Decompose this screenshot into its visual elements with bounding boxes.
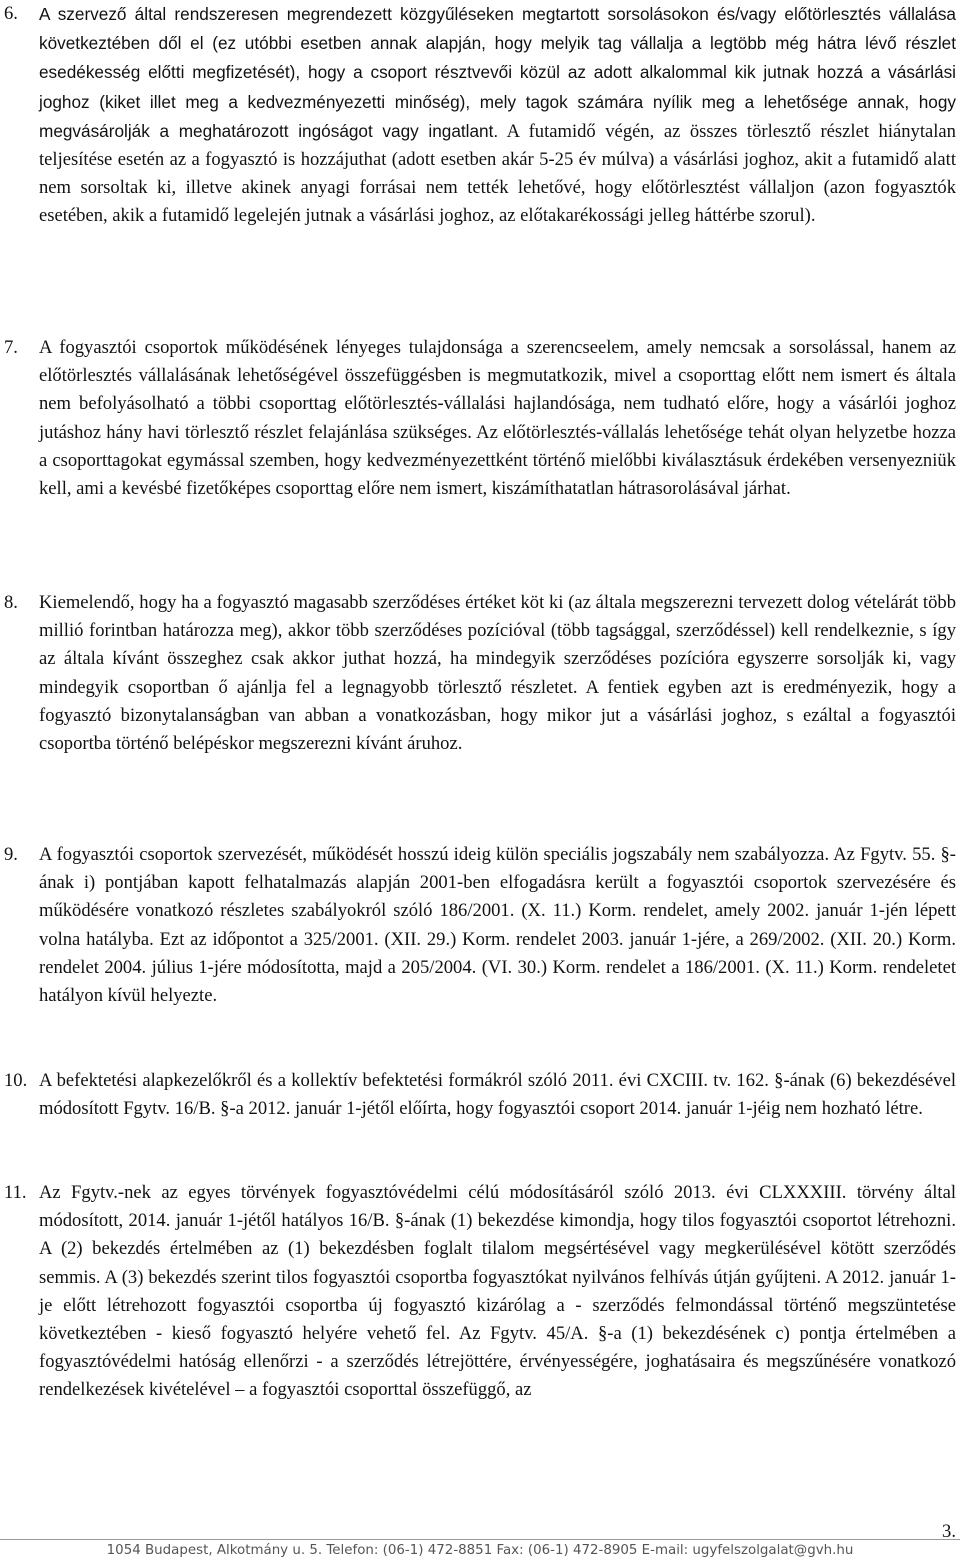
paragraph-text — [39, 1067, 956, 1123]
paragraph-text — [39, 0, 956, 231]
paragraph-text — [39, 1179, 956, 1405]
paragraph-text-part: A szervező által rendszeresen megrendezett közgyűléseken megtartott sorsolásokon és/vagy előtörlesztés vállalása következtében dől el (ez utóbbi esetben annak alapján, hogy melyik tag vállalja a legtöbb még hátra lévő részlet esedékesség előtti megfizetését), hogy a csoport résztvevői közül az adott alkalommal kik jutnak hozzá a vásárlási joghoz (kiket illet meg a kedvezményezetti minőség), mely tagok számára nyílik meg a lehetősége annak, hogy megvásárolják a meghatározott ingóságot vagy ingatlant. — [39, 4, 956, 141]
paragraph-number: 10. — [4, 1070, 28, 1091]
paragraph-text-part: A futamidő végén, az összes törlesztő részlet hiánytalan teljesítése esetén az a fogyasztó is hozzájuthat (adott esetben akár 5-25 év múlva) a vásárlási joghoz, akit a futamidő alatt nem sorsoltak ki, illetve akinek anyagi forrásai nem tették lehetővé, hogy előtörlesztést vállaljon (azon fogyasztók esetében, akik a futamidő legelején jutnak a vásárlási joghoz, az előtakarékossági jelleg háttérbe szorul). — [39, 120, 956, 227]
paragraph-number: 11. — [4, 1182, 27, 1203]
paragraph-text — [39, 841, 956, 1010]
paragraph-6 — [0, 0, 956, 231]
paragraph-text-part: A fogyasztói csoportok szervezését, működését hosszú ideig külön speciális jogszabály nem szabályozza. Az Fgytv. 55. §-ának i) pontjában kapott felhatalmazás alapján 2001-ben elfogadásra került a fogyasztói csoportok szervezésére és működésére vonatkozó részletes szabályokról szóló 186/2001. (X. 11.) Korm. rendelet, amely 2002. január 1-jén lépett volna hatályba. Ezt az időpontot a 325/2001. (XII. 29.) Korm. rendelet 2003. január 1-jére, a 269/2002. (XII. 20.) Korm. rendelet 2004. július 1-jére módosította, majd a 205/2004. (VI. 30.) Korm. rendelet a 186/2001. (X. 11.) Korm. rendeletet hatályon kívül helyezte. — [39, 844, 956, 1007]
paragraph-number: 8. — [4, 592, 18, 613]
paragraph-text-part: Az előtörlesztés-vállalás lehetősége tehát olyan helyzetbe hozza a csoporttagokat egymással szemben, hogy kedvezményezettként történő mielőbbi kiválasztásuk érdekében versenyezniük kell, ami a kevésbé fizetőképes csoporttag előre nem ismert, kiszámíthatatlan hátrasorolásával járhat. — [39, 421, 957, 500]
paragraph-number: 9. — [4, 844, 18, 865]
paragraph-9 — [0, 841, 956, 1010]
paragraph-7 — [0, 334, 956, 503]
paragraph-text — [39, 589, 956, 758]
footer-contact: 1054 Budapest, Alkotmány u. 5. Telefon: (06-1) 472-8851 Fax: (06-1) 472-8905 E-mail: ugyfelszolgalat@gvh.hu — [106, 1543, 854, 1558]
paragraph-text-part: Az Fgytv.-nek az egyes törvények fogyasztóvédelmi célú módosításáról szóló 2013. évi CLXXXIII. törvény által módosított, 2014. január 1-jétől hatályos 16/B. §-ának (1) bekezdése kimondja, hogy tilos fogyasztói csoportot létrehozni. A (2) bekezdés értelmében az (1) bekezdésben foglalt tilalom megsértésével vagy megkerülésével kötött szerződés semmis. A (3) bekezdés szerint tilos fogyasztói csoportba fogyasztókat nyilvános felhívás útján gyűjteni. A 2012. január 1-je előtt létrehozott fogyasztói csoportba új fogyasztó kizárólag a - szerződés felmondással történő megszüntetése következtében - kieső fogyasztó helyére vehető fel. Az Fgytv. 45/A. §-a (1) bekezdésének c) pontja értelmében a fogyasztóvédelmi hatóság ellenőrzi - a szerződés létrejöttére, érvényességére, joghatásaira és megszűnésére vonatkozó rendelkezések kivételével – a fogyasztói csoporttal összefüggő, az — [39, 1182, 956, 1401]
paragraph-number: 6. — [4, 3, 18, 24]
paragraph-11 — [0, 1179, 956, 1405]
paragraph-text-part: A befektetési alapkezelőkről és a kollektív befektetési formákról szóló 2011. évi CXCIII. tv. 162. §-ának (6) bekezdésével módosított Fgytv. 16/B. §-a 2012. január 1-jétől előírta, hogy fogyasztói csoport 2014. január 1-jéig nem hozható létre. — [39, 1070, 956, 1120]
paragraph-text-part: Kiemelendő, hogy ha a fogyasztó magasabb szerződéses értéket köt ki (az általa megszerezni tervezett dolog vételárát több millió forintban határozza meg), akkor több szerződéses pozícióval (több tagsággal, szerződéssel) kell rendelkeznie, s így az általa kívánt összeghez csak akkor juthat hozzá, ha mindegyik szerződéses pozícióra egyszerre sorsolják ki, vagy mindegyik csoportban ő ajánlja fel a legnagyobb törlesztő részletet. — [39, 592, 956, 698]
footer-divider — [0, 1539, 960, 1540]
paragraph-text-part: A fentiek egyben azt is eredményezik, hogy a fogyasztó bizonytalanságban van abban a vonatkozásban, hogy mikor jut a vásárlási joghoz, s ezáltal a fogyasztói csoportba történő belépéskor megszerezni kívánt áruhoz. — [39, 676, 956, 755]
paragraph-text-part: A fogyasztói csoportok működésének lényeges tulajdonsága a szerencseelem, amely nemcsak a sorsolással, hanem az előtörlesztés vállalásának lehetőségével összefüggésben is megmutatkozik, mivel a csoporttag előtt nem ismert és általa nem befolyásolható a többi csoporttag előtörlesztés-vállalási hajlandósága, nem tudható előre, hogy a vásárlói joghoz jutáshoz hány havi törlesztő részlet felajánlása szükséges. — [39, 337, 956, 443]
paragraph-number: 7. — [4, 337, 18, 358]
page-number: 3. — [942, 1521, 956, 1542]
paragraph-10 — [0, 1067, 956, 1123]
paragraph-8 — [0, 589, 956, 758]
paragraph-text — [39, 334, 956, 503]
